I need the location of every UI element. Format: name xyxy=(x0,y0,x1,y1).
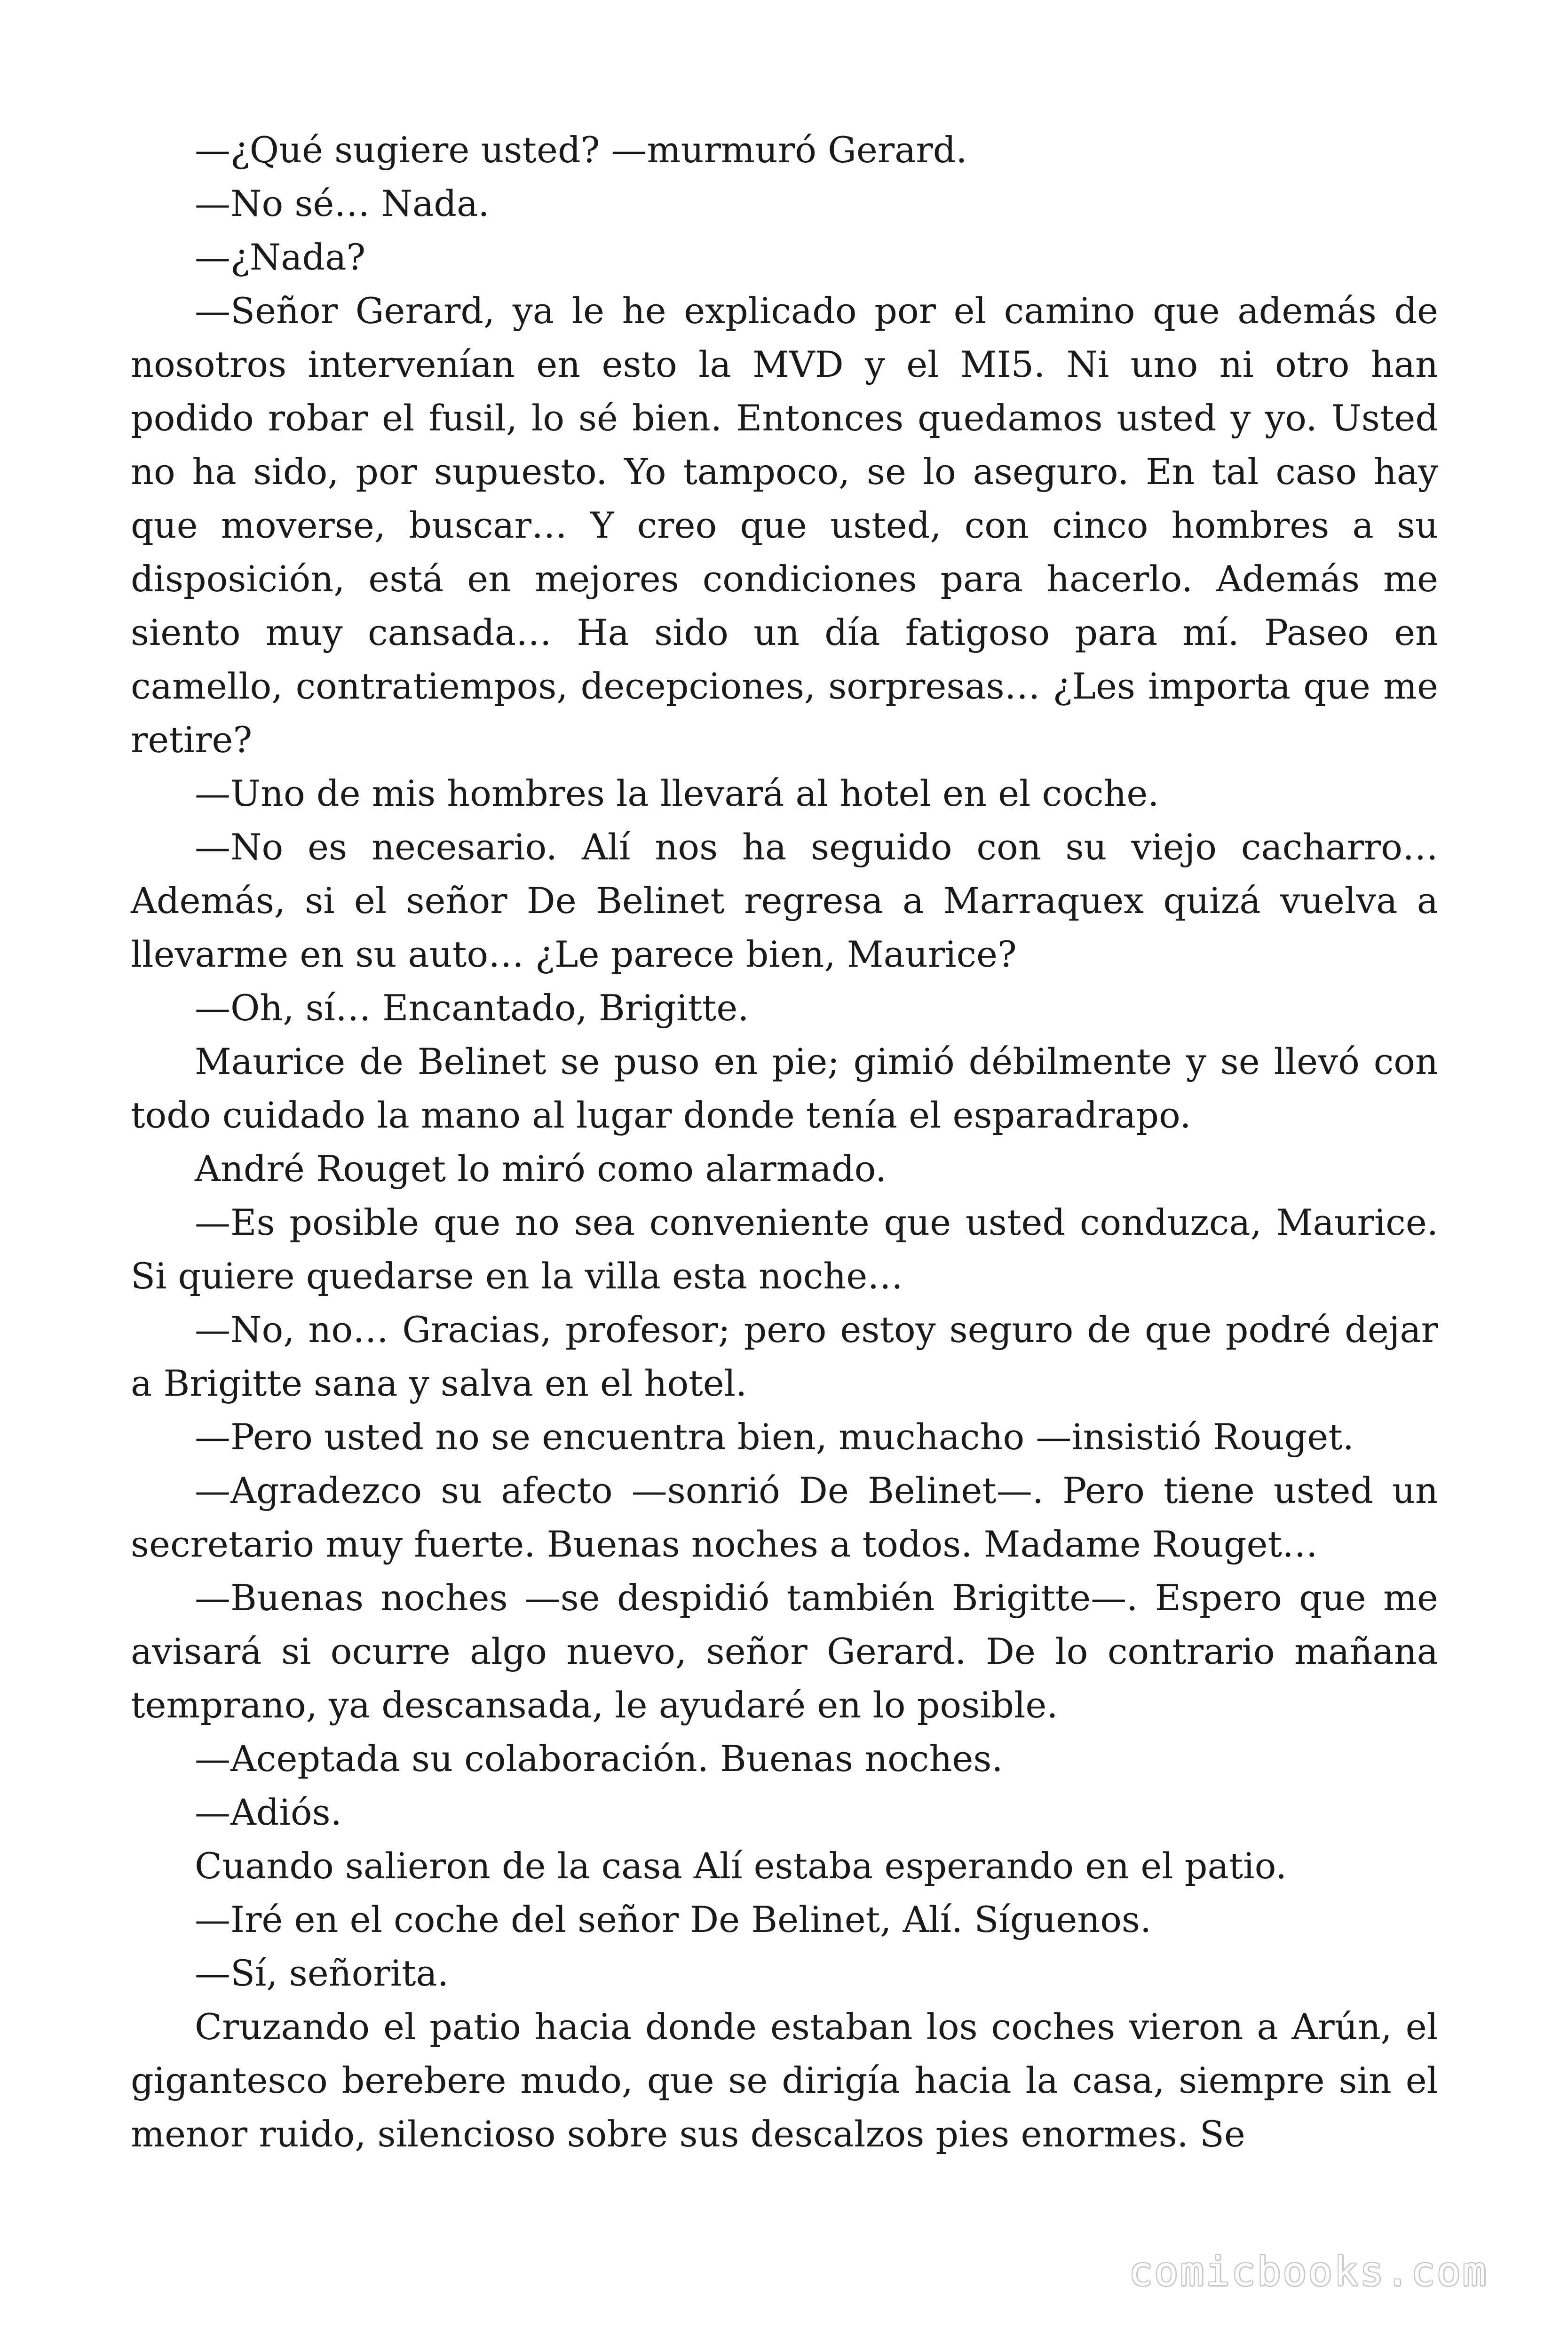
watermark: comicbooks.com xyxy=(1128,2249,1488,2295)
body-text xyxy=(131,123,1438,2161)
paragraph: —Buenas noches —se despidió también Brigitte—. Espero que me avisará si ocurre algo nuevo, señor Gerard. De lo contrario mañana temprano, ya descansada, le ayudaré en lo posible. xyxy=(131,1577,1438,1726)
paragraph: —¿Nada? xyxy=(195,236,366,278)
paragraph: —No, no… Gracias, profesor; pero estoy seguro de que podré dejar a Brigitte sana y salva en el hotel. xyxy=(131,1309,1438,1404)
paragraph: —No es necesario. Alí nos ha seguido con su viejo cacharro… Además, si el señor De Belinet regresa a Marraquex quizá vuelva a llevarme en su auto… ¿Le parece bien, Maurice? xyxy=(131,826,1438,975)
paragraph: —Pero usted no se encuentra bien, muchacho —insistió Rouget. xyxy=(195,1416,1354,1458)
paragraph: André Rouget lo miró como alarmado. xyxy=(195,1148,887,1190)
paragraph: —Adiós. xyxy=(195,1791,342,1833)
paragraph: —¿Qué sugiere usted? —murmuró Gerard. xyxy=(195,129,967,171)
paragraph: —No sé… Nada. xyxy=(195,183,490,224)
paragraph: —Uno de mis hombres la llevará al hotel en el coche. xyxy=(195,772,1159,814)
paragraph: Cruzando el patio hacia donde estaban los coches vieron a Arún, el gigantesco berebere mudo, que se dirigía hacia la casa, siempre sin el menor ruido, silencioso sobre sus descalzos pies enormes. Se xyxy=(131,2006,1438,2155)
paragraph: Maurice de Belinet se puso en pie; gimió débilmente y se llevó con todo cuidado la mano al lugar donde tenía el esparadrapo. xyxy=(131,1041,1438,1136)
paragraph: —Oh, sí… Encantado, Brigitte. xyxy=(195,987,749,1029)
paragraph: —Aceptada su colaboración. Buenas noches. xyxy=(195,1738,1003,1780)
paragraph: —Señor Gerard, ya le he explicado por el camino que además de nosotros intervenían en esto la MVD y el MI5. Ni uno ni otro han podido robar el fusil, lo sé bien. Entonces quedamos usted y yo. Usted no ha sido, por supuesto. Yo tampoco, se lo aseguro. En tal caso hay que moverse, buscar… Y creo que usted, con cinco hombres a su disposición, está en mejores condiciones para hacerlo. Además me siento muy cansada… Ha sido un día fatigoso para mí. Paseo en camello, contratiempos, decepciones, sorpresas… ¿Les importa que me retire? xyxy=(131,290,1438,761)
paragraph: —Sí, señorita. xyxy=(195,1952,449,1994)
paragraph: —Agradezco su afecto —sonrió De Belinet—. Pero tiene usted un secretario muy fuerte. Buenas noches a todos. Madame Rouget… xyxy=(131,1470,1438,1565)
paragraph: Cuando salieron de la casa Alí estaba esperando en el patio. xyxy=(195,1845,1287,1887)
paragraph: —Iré en el coche del señor De Belinet, Alí. Síguenos. xyxy=(195,1899,1152,1940)
paragraph: —Es posible que no sea conveniente que usted conduzca, Maurice. Si quiere quedarse en la villa esta noche… xyxy=(131,1201,1438,1297)
